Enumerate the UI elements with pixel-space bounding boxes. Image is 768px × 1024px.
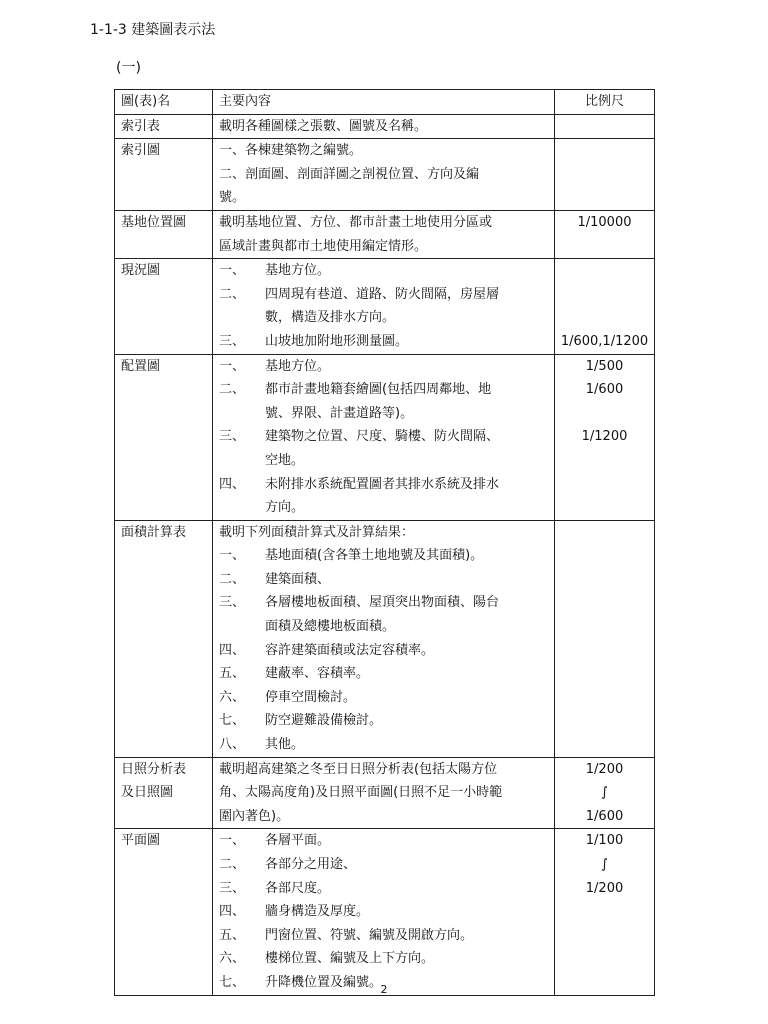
drawing-name: 日照分析表	[121, 761, 187, 777]
item-number: 六、	[219, 689, 246, 705]
item-text: 號、界限、計畫道路等)。	[265, 405, 414, 421]
item-text: 門窗位置、符號、編號及開啟方向。	[265, 927, 474, 943]
item-number: 三、	[219, 880, 246, 896]
drawing-name-cell	[115, 354, 213, 520]
content-line	[219, 496, 548, 520]
item-text: 樓梯位置、編號及上下方向。	[265, 951, 435, 967]
item-text: 其他。	[265, 737, 305, 753]
drawing-name: 平面圖	[121, 833, 161, 849]
scale-value: 1/200	[585, 761, 624, 777]
content-line	[219, 781, 548, 805]
item-number	[219, 306, 265, 330]
table-row	[115, 210, 655, 258]
content-line	[219, 449, 548, 473]
item-text: 角、太陽高度角)及日照平面圖(日照不足一小時範	[219, 785, 503, 801]
item-text: 升降機位置及編號。	[265, 974, 383, 990]
item-number: 一、	[219, 548, 246, 564]
drawing-name: 及日照圖	[121, 785, 174, 801]
table-row	[115, 114, 655, 139]
scale-value	[557, 402, 652, 426]
content-line	[219, 568, 548, 592]
content-line	[219, 662, 548, 686]
item-number: 二、	[219, 286, 246, 302]
item-text: 區域計畫與都市土地使用編定情形。	[219, 238, 428, 254]
scale-value	[557, 306, 652, 330]
item-number	[219, 449, 265, 473]
drawing-name-cell	[115, 210, 213, 258]
item-text: 方向。	[265, 500, 305, 516]
table-row	[115, 354, 655, 520]
content-cell	[213, 829, 555, 995]
item-number: 五、	[219, 666, 246, 682]
table-header-row	[115, 90, 655, 115]
drawing-name: 面積計算表	[121, 524, 187, 540]
table-row	[115, 139, 655, 211]
content-line	[219, 115, 548, 139]
content-cell	[213, 757, 555, 829]
content-line	[219, 758, 548, 782]
content-line	[219, 853, 548, 877]
scale-cell	[555, 114, 655, 139]
drawing-name-cell	[115, 520, 213, 757]
item-text: 空地。	[265, 452, 305, 468]
scale-cell	[555, 354, 655, 520]
item-number: 四、	[219, 476, 246, 492]
item-number: 四、	[219, 642, 246, 658]
content-line	[219, 139, 548, 163]
item-text: 載明基地位置、方位、都市計畫土地使用分區或	[219, 214, 493, 230]
item-text: 各部尺度。	[265, 880, 331, 896]
content-line	[219, 615, 548, 639]
item-number: 二、	[219, 571, 246, 587]
content-line	[219, 521, 548, 545]
drawing-name-cell	[115, 259, 213, 354]
scale-value	[557, 259, 652, 283]
content-cell	[213, 259, 555, 354]
content-line	[219, 805, 548, 829]
content-line	[219, 829, 548, 853]
item-text: 牆身構造及厚度。	[265, 904, 370, 920]
section-heading: 1-1-3 建築圖表示法	[90, 22, 216, 38]
item-number: 五、	[219, 927, 246, 943]
content-line	[219, 473, 548, 497]
item-text: 數，構造及排水方向。	[265, 310, 396, 326]
item-text: 都市計畫地籍套繪圖(包括四周鄰地、地	[265, 382, 492, 398]
header-main-content: 主要內容	[213, 90, 555, 115]
content-line	[219, 591, 548, 615]
content-line	[219, 709, 548, 733]
drawing-name: 現況圖	[121, 263, 161, 279]
table-row	[115, 757, 655, 829]
content-line	[219, 877, 548, 901]
drawing-name-cell	[115, 757, 213, 829]
item-text: 四周現有巷道、道路、防火間隔，房屋層	[265, 286, 500, 302]
scale-cell	[555, 829, 655, 995]
content-cell	[213, 520, 555, 757]
item-text: 載明各種圖樣之張數、圖號及名稱。	[219, 118, 428, 134]
table-row	[115, 520, 655, 757]
scale-cell	[555, 259, 655, 354]
item-text: 停車空間檢討。	[265, 689, 357, 705]
content-line	[219, 639, 548, 663]
scale-value: 1/500	[585, 358, 624, 374]
item-text: 建築面積、	[265, 571, 331, 587]
content-line	[219, 306, 548, 330]
content-line	[219, 733, 548, 757]
item-number: 三、	[219, 333, 246, 349]
item-number: 三、	[219, 595, 246, 611]
drawing-name: 索引圖	[121, 143, 161, 159]
content-line	[219, 686, 548, 710]
item-text: 基地方位。	[265, 358, 331, 374]
header-scale: 比例尺	[555, 90, 655, 115]
content-cell	[213, 139, 555, 211]
item-number	[219, 496, 265, 520]
drawing-name: 索引表	[121, 118, 161, 134]
subsection-label: (一)	[116, 60, 141, 76]
scale-value: 1/600,1/1200	[560, 333, 649, 349]
item-number: 七、	[219, 974, 246, 990]
item-number: 八、	[219, 737, 246, 753]
scale-cell	[555, 210, 655, 258]
drawing-standards-table	[114, 89, 655, 996]
content-line	[219, 544, 548, 568]
item-text: 一、各棟建築物之編號。	[219, 143, 363, 159]
item-text: 載明超高建築之冬至日日照分析表(包括太陽方位	[219, 761, 498, 777]
content-line	[219, 259, 548, 283]
item-number: 二、	[219, 857, 246, 872]
scale-value	[557, 115, 652, 139]
content-line	[219, 235, 548, 259]
scale-cell	[555, 757, 655, 829]
item-text: 容許建築面積或法定容積率。	[265, 642, 435, 658]
item-text: 圍內著色)。	[219, 808, 290, 824]
item-text: 建築物之位置、尺度、騎樓、防火間隔、	[265, 429, 500, 445]
item-number: 四、	[219, 904, 246, 920]
drawing-name-cell	[115, 829, 213, 995]
scale-value: 1/10000	[577, 214, 632, 230]
item-number: 二、	[219, 382, 246, 398]
content-line	[219, 900, 548, 924]
item-text: 山坡地加附地形測量圖。	[265, 333, 409, 349]
content-line	[219, 924, 548, 948]
item-number	[219, 402, 265, 426]
item-text: 各層平面。	[265, 833, 331, 849]
item-number: 一、	[219, 263, 246, 279]
content-line	[219, 163, 548, 187]
content-line	[219, 211, 548, 235]
scale-cell	[555, 520, 655, 757]
content-line	[219, 947, 548, 971]
item-text: 各部分之用途、	[265, 857, 357, 872]
content-cell	[213, 114, 555, 139]
item-text: 未附排水系統配置圖者其排水系統及排水	[265, 476, 500, 492]
scale-value: 1/600	[585, 382, 624, 398]
table-row	[115, 829, 655, 995]
drawing-name-cell	[115, 114, 213, 139]
content-line	[219, 330, 548, 354]
scale-value	[557, 521, 652, 545]
drawing-name-cell	[115, 139, 213, 211]
scale-value: ∫	[601, 857, 608, 872]
content-line	[219, 355, 548, 379]
scale-value: 1/600	[585, 808, 624, 824]
scale-value: 1/100	[585, 833, 624, 849]
scale-value	[557, 283, 652, 307]
page-number: 2	[380, 983, 388, 996]
scale-value: 1/200	[585, 880, 624, 896]
item-text: 二、剖面圖、剖面詳圖之剖視位置、方向及編	[219, 166, 480, 182]
item-number: 一、	[219, 358, 246, 374]
item-number: 一、	[219, 833, 246, 849]
scale-value: ∫	[601, 785, 608, 801]
item-number: 三、	[219, 429, 246, 445]
table-row	[115, 259, 655, 354]
content-line	[219, 283, 548, 307]
item-text: 基地方位。	[265, 263, 331, 279]
item-text: 面積及總樓地板面積。	[265, 619, 396, 635]
content-line	[219, 186, 548, 210]
content-cell	[213, 354, 555, 520]
item-text: 防空避難設備檢討。	[265, 713, 383, 729]
item-text: 基地面積(含各筆土地地號及其面積)。	[265, 548, 484, 564]
content-cell	[213, 210, 555, 258]
header-drawing-name: 圖(表)名	[115, 90, 213, 115]
item-number	[219, 615, 265, 639]
content-line	[219, 378, 548, 402]
item-text: 號。	[219, 190, 246, 206]
content-line	[219, 402, 548, 426]
scale-value	[557, 139, 652, 163]
scale-value: 1/1200	[581, 429, 628, 445]
content-line	[219, 425, 548, 449]
item-number: 六、	[219, 951, 246, 967]
drawing-name: 配置圖	[121, 358, 161, 374]
item-number: 七、	[219, 713, 246, 729]
item-text: 建蔽率、容積率。	[265, 666, 370, 682]
scale-cell	[555, 139, 655, 211]
item-text: 各層樓地板面積、屋頂突出物面積、陽台	[265, 595, 500, 611]
drawing-name: 基地位置圖	[121, 214, 187, 230]
item-text: 載明下列面積計算式及計算結果：	[219, 524, 415, 540]
